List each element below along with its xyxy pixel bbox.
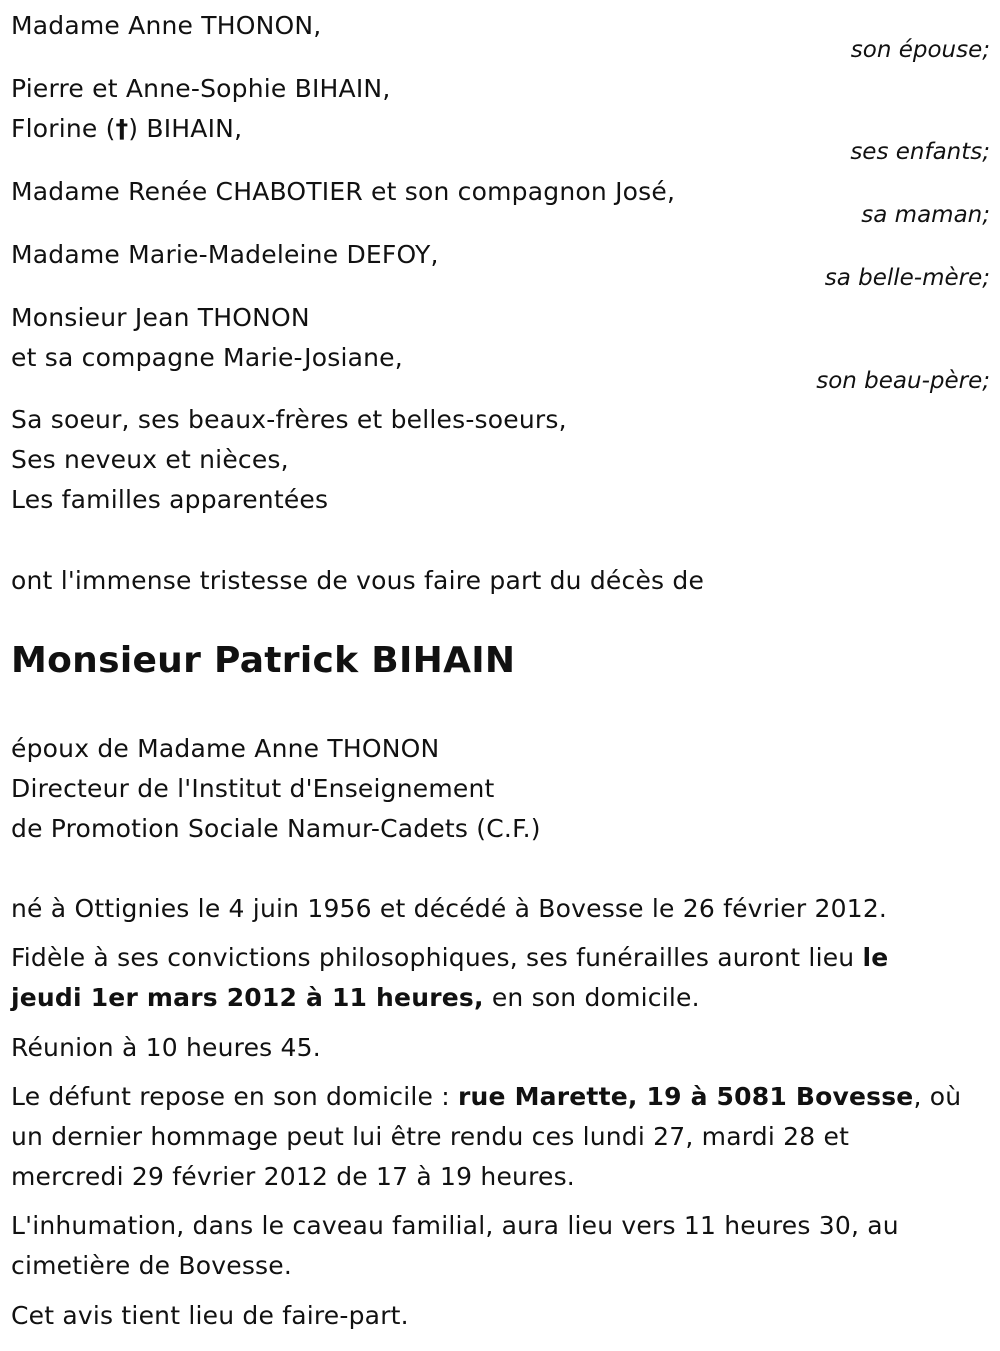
burial-line-1: L'inhumation, dans le caveau familial, aura lieu vers 11 heures 30, au: [11, 1211, 899, 1240]
children-relation: ses enfants;: [850, 139, 990, 165]
mother-in-law-relation: sa belle-mère;: [824, 265, 990, 291]
viewing-line-2: un dernier hommage peut lui être rendu ces lundi 27, mardi 28 et: [11, 1122, 850, 1151]
children-line-2-before: Florine (: [11, 114, 116, 143]
viewing-line-1-after: , où: [913, 1082, 962, 1111]
mother-name: Madame Renée CHABOTIER et son compagnon José,: [11, 177, 676, 206]
cross-icon: †: [115, 114, 129, 143]
funeral-date: jeudi 1er mars 2012 à 11 heures,: [11, 983, 484, 1012]
deceased-name: Monsieur Patrick BIHAIN: [11, 640, 516, 681]
viewing-line-1-text: Le défunt repose en son domicile :: [11, 1082, 459, 1111]
mother-relation: sa maman;: [861, 202, 990, 228]
funeral-line-2: [11, 978, 700, 1018]
title-line-3: de Promotion Sociale Namur-Cadets (C.F.): [11, 814, 541, 843]
title-line-1: époux de Madame Anne THONON: [11, 734, 440, 763]
spouse-relation: son épouse;: [850, 37, 990, 63]
announcement: ont l'immense tristesse de vous faire part du décès de: [11, 566, 705, 595]
viewing-address: rue Marette, 19 à 5081 Bovesse: [458, 1082, 914, 1111]
mother-in-law-name: Madame Marie-Madeleine DEFOY,: [11, 240, 439, 269]
others-line-2: Ses neveux et nièces,: [11, 445, 289, 474]
viewing-line-3: mercredi 29 février 2012 de 17 à 19 heures.: [11, 1162, 575, 1191]
children-line-1: Pierre et Anne-Sophie BIHAIN,: [11, 74, 391, 103]
spouse-name: Madame Anne THONON,: [11, 11, 322, 40]
funeral-line-1-bold: le: [862, 943, 889, 972]
burial-line-2: cimetière de Bovesse.: [11, 1251, 293, 1280]
children-line-2-after: ) BIHAIN,: [128, 114, 243, 143]
title-line-2: Directeur de l'Institut d'Enseignement: [11, 774, 495, 803]
funeral-line-1: [11, 938, 888, 978]
father-in-law-line-2: et sa compagne Marie-Josiane,: [11, 343, 403, 372]
birth-death: né à Ottignies le 4 juin 1956 et décédé à Bovesse le 26 février 2012.: [11, 894, 888, 923]
others-line-3: Les familles apparentées: [11, 485, 329, 514]
funeral-line-2-text: en son domicile.: [483, 983, 700, 1012]
father-in-law-relation: son beau-père;: [816, 368, 990, 394]
meeting: Réunion à 10 heures 45.: [11, 1033, 321, 1062]
closing: Cet avis tient lieu de faire-part.: [11, 1301, 409, 1330]
children-line-2: [11, 109, 242, 149]
funeral-line-1-text: Fidèle à ses convictions philosophiques, ses funérailles auront lieu: [11, 943, 863, 972]
viewing-line-1: [11, 1077, 961, 1117]
father-in-law-line-1: Monsieur Jean THONON: [11, 303, 310, 332]
others-line-1: Sa soeur, ses beaux-frères et belles-soeurs,: [11, 405, 567, 434]
